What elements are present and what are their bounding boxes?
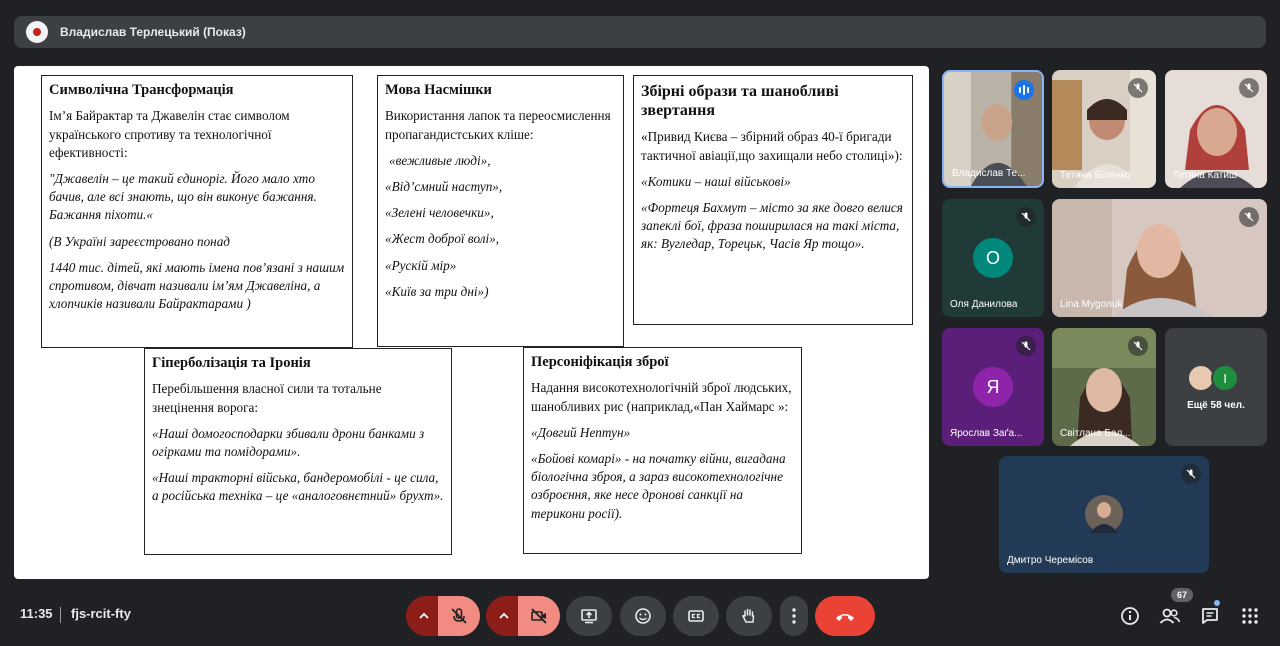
- muted-mic-icon: [1128, 336, 1148, 356]
- more-options-button[interactable]: [780, 596, 808, 636]
- more-participants-label: Ещё 58 чел.: [1187, 400, 1245, 411]
- list-item: «Зелені человечки»,: [385, 205, 494, 221]
- meeting-code: fjs-rcit-fty: [71, 606, 131, 621]
- reactions-button[interactable]: [620, 596, 666, 636]
- list-item: «вежливые люді»,: [389, 152, 491, 168]
- presenter-name: Владислав Терлецький (Показ): [60, 25, 246, 39]
- box-quote: «Фортеця Бахмут – місто за яке довго велися запеклі бої, фраза поширилася на такі міста, як: Вугледар, Торецьк, Часів Яр тощо».: [641, 200, 903, 252]
- participant-name: Владислав Те...: [952, 168, 1026, 179]
- speaking-indicator-icon: [1014, 80, 1034, 100]
- present-screen-icon: [580, 607, 598, 625]
- meeting-details-button[interactable]: [1116, 602, 1144, 630]
- mic-off-icon: [450, 607, 468, 625]
- activities-button[interactable]: [1236, 602, 1264, 630]
- box-title: Мова Насмішки: [385, 82, 492, 98]
- info-icon: [1120, 606, 1140, 626]
- chat-icon: [1200, 606, 1220, 626]
- participant-name: Оля Данилова: [950, 299, 1018, 310]
- box-quote: «Наші домогосподарки збивали дрони банками з огірками та помідорами».: [152, 425, 425, 460]
- participant-avatar: О: [973, 238, 1013, 278]
- participant-tile[interactable]: [942, 328, 1044, 446]
- muted-mic-icon: [1181, 464, 1201, 484]
- hang-up-icon: [834, 610, 856, 622]
- box-quote: 1440 тис. дітей, які мають імена пов’язані з нашим спротивом, дівчат називали ім’ям Джавеліна, а хлопчиків називали Байрактарами ): [49, 259, 345, 312]
- participant-tile[interactable]: [942, 199, 1044, 317]
- camera-options-button[interactable]: [486, 596, 522, 636]
- participant-tile[interactable]: [942, 70, 1044, 188]
- box-quote: «Наші тракторні війська, бандеромобілі - це сила, а російська техніка – це «аналоговнєтний» брухт».: [152, 470, 444, 504]
- captions-button[interactable]: [673, 596, 719, 636]
- participant-avatar: Я: [973, 367, 1013, 407]
- participant-tile[interactable]: [1052, 328, 1156, 446]
- list-item: «Рускій мір»: [385, 257, 457, 273]
- slide-box-weapon-personification: [523, 347, 802, 554]
- slide-box-collective-images: [633, 75, 913, 325]
- chevron-up-icon: [498, 610, 510, 622]
- participant-count-badge: 67: [1171, 588, 1193, 602]
- chat-unread-dot: [1214, 600, 1220, 606]
- microphone-toggle-button[interactable]: [438, 596, 480, 636]
- chevron-up-icon: [418, 610, 430, 622]
- emoji-icon: [634, 607, 652, 625]
- leave-call-button[interactable]: [815, 596, 875, 636]
- box-text: Перебільшення власної сили та тотальне знецінення ворога:: [152, 381, 382, 415]
- box-title: Гіперболізація та Іронія: [152, 355, 311, 371]
- participant-tile[interactable]: [1052, 70, 1156, 188]
- participant-name: Дмитро Черемісов: [1007, 555, 1094, 566]
- muted-mic-icon: [1239, 78, 1259, 98]
- box-quote: (В Україні зареєстровано понад: [49, 233, 230, 249]
- box-text: Надання високотехнологічній зброї людських, шанобливих рис (наприклад,«Пан Хаймарс »:: [531, 380, 792, 414]
- slide-box-hyperbole-irony: [144, 348, 452, 555]
- people-icon: [1159, 606, 1181, 626]
- shared-slide: [14, 66, 929, 579]
- present-screen-button[interactable]: [566, 596, 612, 636]
- presenter-avatar: [26, 21, 48, 43]
- box-quote: «Бойові комарі» - на початку війни, вигадана біологічна зброя, а зараз високотехнологічне озброєння, яке несе дронові санкції на терикони росії).: [531, 451, 786, 521]
- box-text: Використання лапок та переосмислення пропагандистських кліше:: [385, 108, 611, 142]
- participant-avatar: [1085, 495, 1123, 533]
- more-participants-tile[interactable]: [1165, 328, 1267, 446]
- apps-grid-icon: [1241, 607, 1259, 625]
- box-quote: «Довгий Нептун»: [531, 424, 631, 440]
- muted-mic-icon: [1016, 207, 1036, 227]
- camera-off-icon: [530, 607, 548, 625]
- muted-mic-icon: [1239, 207, 1259, 227]
- participant-tile[interactable]: [999, 456, 1209, 573]
- list-item: «Жест доброї волі»,: [385, 231, 500, 247]
- participant-avatar: I: [1211, 364, 1239, 392]
- slide-box-symbolic-transformation: [41, 75, 353, 348]
- participant-name: Lina Mygoлuk: [1060, 299, 1123, 310]
- box-text: Ім’я Байрактар та Джавелін стає символом українського спротиву та технологічної ефективності:: [49, 108, 290, 160]
- hand-icon: [740, 607, 758, 625]
- slide-box-mockery-language: [377, 75, 624, 347]
- camera-toggle-button[interactable]: [518, 596, 560, 636]
- participant-name: Тетяна Катиш: [1173, 170, 1237, 181]
- participant-name: Світлана Бал...: [1060, 428, 1131, 439]
- box-text: «Привид Києва – збірний образ 40-ї бригади тактичної авіації,що захищали небо столиці»):: [641, 129, 903, 163]
- participant-tile[interactable]: [1052, 199, 1267, 317]
- box-title: Символічна Трансформація: [49, 82, 234, 98]
- captions-icon: [687, 607, 705, 625]
- list-item: «Київ за три дні»): [385, 283, 489, 299]
- people-button[interactable]: [1156, 602, 1184, 630]
- chat-button[interactable]: [1196, 602, 1224, 630]
- meeting-time: 11:35: [20, 606, 53, 621]
- participant-name: Тетяна Біленко: [1060, 170, 1131, 181]
- muted-mic-icon: [1128, 78, 1148, 98]
- mic-options-button[interactable]: [406, 596, 442, 636]
- divider: [60, 607, 61, 623]
- participant-name: Ярослав Заґа...: [950, 428, 1023, 439]
- more-vert-icon: [792, 608, 796, 624]
- list-item: «Від’смний наступ»,: [385, 179, 503, 195]
- box-title: Персоніфікація зброї: [531, 354, 669, 370]
- presenter-bar: [14, 16, 1266, 48]
- raise-hand-button[interactable]: [726, 596, 772, 636]
- participant-tile[interactable]: [1165, 70, 1267, 188]
- muted-mic-icon: [1016, 336, 1036, 356]
- box-title: Збірні образи та шанобливі звертання: [641, 83, 839, 120]
- box-quote: «Котики – наші військові»: [641, 173, 791, 189]
- box-quote: "Джавелін – це такий єдиноріг. Його мало хто бачив, але всі знають, що він виконує бажання. Бажання піхоти.«: [49, 171, 317, 223]
